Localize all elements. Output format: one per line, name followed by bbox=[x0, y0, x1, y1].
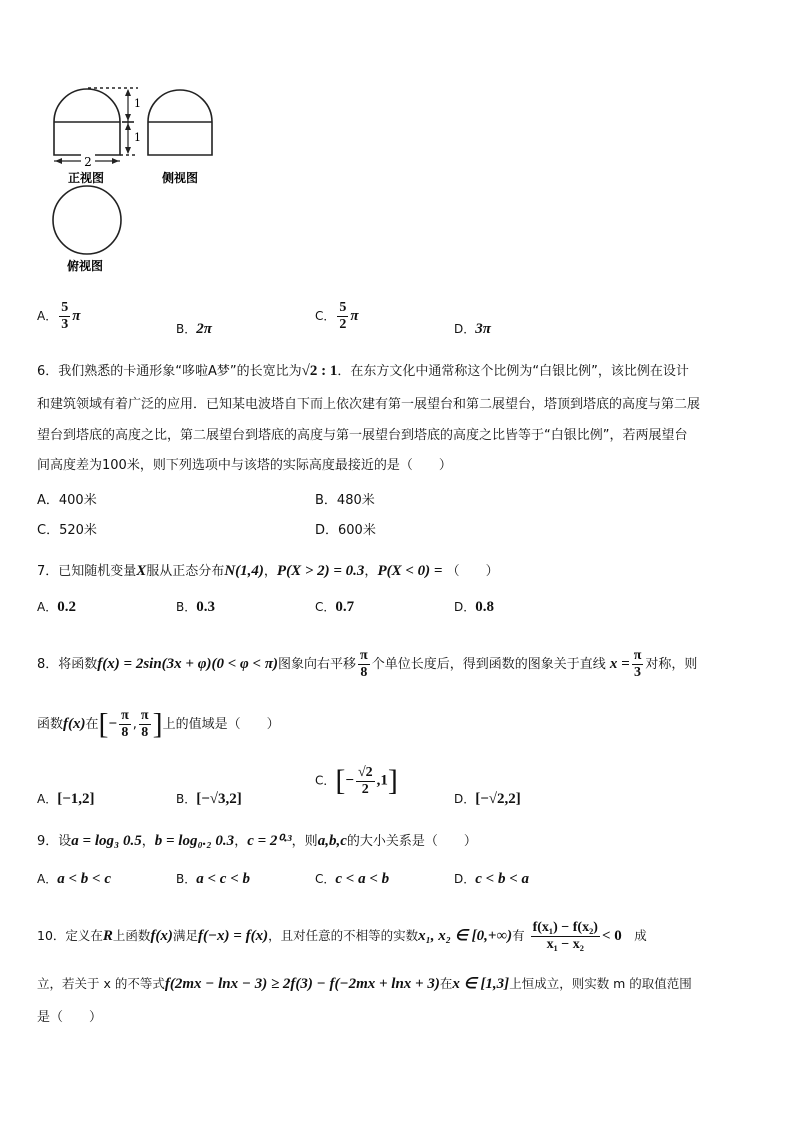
math: f(x) = 2sin(3x + φ)(0 < φ < π) bbox=[97, 656, 279, 672]
q6-option-b[interactable]: B．480米 bbox=[315, 493, 375, 508]
option-value: π bbox=[350, 308, 359, 324]
text: 立，若关于 x 的不等式 bbox=[37, 976, 165, 991]
option-letter: C． bbox=[315, 872, 336, 886]
q9-stem: 9．设a = log₃ 0.5，b = log₀.₂ 0.3，c = 2⁰·³，则a,b,c的大小关系是（ ） bbox=[37, 833, 477, 849]
frac-den: 8 bbox=[141, 725, 149, 740]
frac-num: 5 bbox=[339, 300, 347, 315]
option-letter: A． bbox=[37, 792, 58, 806]
frac-num: √2 bbox=[357, 764, 373, 780]
q7-option-c[interactable] bbox=[315, 598, 354, 616]
text: 有 bbox=[512, 928, 525, 943]
frac-den: 3 bbox=[634, 665, 642, 680]
q8-option-c[interactable]: C．[− $\frac{√2}{2}$ ,1] bbox=[315, 764, 398, 797]
option-value: [−1,2] bbox=[57, 791, 95, 807]
q8-line-2: 函数f(x)在[− $\frac{\pi}{8}$ , $\frac{\pi}{8}$ ]上的值域是（ ） bbox=[37, 707, 280, 741]
q6-line-4: 间高度差为100米，则下列选项中与该塔的实际高度最接近的是（ ） bbox=[37, 458, 452, 473]
text: 上的值域是（ ） bbox=[162, 717, 280, 732]
q6-line-1 bbox=[37, 362, 689, 381]
dim-height-top: 1 bbox=[134, 97, 141, 110]
math: x = bbox=[609, 656, 630, 672]
text: 对称，则 bbox=[645, 657, 698, 672]
q5-option-d[interactable] bbox=[454, 320, 491, 338]
text: 在 bbox=[439, 976, 453, 991]
option-value: 2π bbox=[196, 321, 212, 337]
math: x₁, x₂ ∈ [0,+∞) bbox=[418, 928, 513, 944]
frac-den: 2 bbox=[361, 781, 369, 797]
option-value: a < c < b bbox=[196, 871, 250, 887]
frac-den: 2 bbox=[339, 317, 347, 332]
q6-option-d[interactable]: D．600米 bbox=[315, 523, 376, 538]
frac-num: π bbox=[121, 708, 129, 723]
q5-option-c[interactable] bbox=[315, 300, 359, 333]
q8-option-a[interactable] bbox=[37, 790, 95, 808]
text: 上恒成立，则实数 m 的取值范围 bbox=[509, 976, 692, 991]
q7-stem: 7．已知随机变量X服从正态分布N(1,4)，P(X > 2) = 0.3，P(X < 0) = （ ） bbox=[37, 563, 499, 579]
math: R bbox=[102, 928, 113, 944]
option-value: [−√3,2] bbox=[196, 791, 242, 807]
option-letter: A． bbox=[37, 872, 58, 886]
option-letter: B． bbox=[176, 322, 197, 336]
option-value: 0.3 bbox=[196, 599, 215, 615]
side-view-label: 侧视图 bbox=[162, 171, 199, 185]
option-value: 0.2 bbox=[57, 599, 76, 615]
option-value: c < b < a bbox=[475, 871, 530, 887]
option-letter: D． bbox=[454, 792, 476, 806]
option-value: π bbox=[72, 308, 81, 324]
math: a,b,c bbox=[317, 833, 347, 849]
frac-num: π bbox=[633, 648, 642, 663]
option-value: [−√2,2] bbox=[475, 791, 521, 807]
frac-num: f(x₁) − f(x₂) bbox=[532, 920, 598, 935]
q6-option-c[interactable]: C．520米 bbox=[37, 523, 97, 538]
option-value: a < b < c bbox=[57, 871, 111, 887]
math: x ∈ [1,3] bbox=[452, 976, 510, 992]
option-value: ,1 bbox=[376, 772, 388, 789]
q9-option-d[interactable] bbox=[454, 870, 529, 888]
text: 个单位长度后，得到函数的图象关于直线 bbox=[371, 657, 606, 672]
q8-line-1 bbox=[37, 648, 697, 681]
option-value: 3π bbox=[475, 321, 491, 337]
frac-den: 8 bbox=[121, 725, 129, 740]
q7-option-d[interactable] bbox=[454, 598, 494, 616]
option-letter: D． bbox=[454, 872, 476, 886]
frac-den: 3 bbox=[61, 317, 69, 332]
math: f(2mx − lnx − 3) ≥ 2f(3) − f(−2mx + lnx + 3) bbox=[164, 976, 440, 992]
q10-line-2 bbox=[37, 975, 692, 993]
text: 图象向右平移 bbox=[278, 657, 357, 672]
frac-den: x₁ − x₂ bbox=[546, 937, 584, 952]
option-value: c < a < b bbox=[335, 871, 390, 887]
ratio: √2 : 1 bbox=[301, 363, 338, 379]
option-letter: D． bbox=[454, 322, 476, 336]
text: 成 bbox=[634, 928, 647, 943]
text: ，则 bbox=[291, 834, 318, 849]
math: a = log₃ 0.5 bbox=[71, 833, 142, 849]
text: 上函数 bbox=[112, 928, 151, 943]
q6-option-a[interactable]: A．400米 bbox=[37, 493, 97, 508]
text: （ ） bbox=[446, 564, 499, 579]
text: 服从正态分布 bbox=[146, 564, 225, 579]
option-letter: B． bbox=[176, 600, 197, 614]
option-letter: C． bbox=[315, 773, 336, 788]
math: P(X < 0) = bbox=[377, 563, 443, 579]
text: 在 bbox=[85, 717, 99, 732]
option-letter: A． bbox=[37, 600, 58, 614]
q5-option-b[interactable] bbox=[176, 320, 212, 338]
text: 10．定义在 bbox=[37, 928, 103, 943]
text: 7．已知随机变量 bbox=[37, 564, 137, 579]
text: 满足 bbox=[172, 928, 198, 943]
math: b = log₀.₂ 0.3 bbox=[154, 833, 235, 849]
text: 8．将函数 bbox=[37, 657, 98, 672]
dim-width: 2 bbox=[84, 155, 92, 169]
math: f(x) bbox=[63, 716, 86, 732]
math: < 0 bbox=[601, 928, 622, 944]
q9-option-b[interactable] bbox=[176, 870, 250, 888]
frac-den: 8 bbox=[360, 665, 368, 680]
front-view-label: 正视图 bbox=[68, 171, 105, 185]
q6-line-3: 望台到塔底的高度之比，第二展望台到塔底的高度与第一展望台到塔底的高度之比皆等于“白银比例”，若两展望台 bbox=[37, 428, 688, 443]
option-value: 0.8 bbox=[475, 599, 494, 615]
option-letter: C． bbox=[315, 600, 336, 614]
q10-line-3: 是（ ） bbox=[37, 1010, 103, 1025]
text: 6．我们熟悉的卡通形象“哆啦A梦”的长宽比为 bbox=[37, 364, 302, 379]
math: X bbox=[136, 563, 147, 579]
top-view-label: 俯视图 bbox=[67, 259, 104, 273]
q9-option-a[interactable] bbox=[37, 870, 111, 888]
math: N(1,4) bbox=[224, 563, 264, 579]
option-letter: A． bbox=[37, 309, 58, 323]
math: f(−x) = f(x) bbox=[197, 928, 269, 944]
option-letter: B． bbox=[176, 792, 197, 806]
q5-option-a[interactable] bbox=[37, 300, 80, 333]
q7-option-a[interactable] bbox=[37, 598, 76, 616]
math: P(X > 2) = 0.3 bbox=[276, 563, 365, 579]
dim-height-bottom: 1 bbox=[134, 131, 141, 144]
q8-option-b[interactable] bbox=[176, 790, 242, 808]
q9-option-c[interactable] bbox=[315, 870, 389, 888]
text: ，且对任意的不相等的实数 bbox=[268, 928, 419, 943]
math: c = 2⁰·³ bbox=[247, 833, 292, 849]
q7-option-b[interactable] bbox=[176, 598, 215, 616]
text: 函数 bbox=[37, 717, 64, 732]
option-value: 0.7 bbox=[335, 599, 355, 615]
q8-option-d[interactable] bbox=[454, 790, 521, 808]
frac-num: 5 bbox=[61, 300, 69, 315]
q10-line-1 bbox=[37, 920, 647, 953]
math: f(x) bbox=[150, 928, 173, 944]
option-letter: B． bbox=[176, 872, 197, 886]
option-letter: D． bbox=[454, 600, 476, 614]
option-letter: C． bbox=[315, 309, 336, 323]
text: ．在东方文化中通常称这个比例为“白银比例”，该比例在设计 bbox=[337, 364, 689, 379]
text: 的大小关系是（ ） bbox=[346, 834, 477, 849]
q6-line-2: 和建筑领域有着广泛的应用．已知某电波塔自下而上依次建有第一展望台和第二展望台，塔顶到塔底的高度与第二展 bbox=[37, 397, 701, 412]
three-view-figure bbox=[0, 0, 240, 280]
frac-num: π bbox=[140, 708, 149, 723]
frac-num: π bbox=[360, 648, 368, 663]
text: 9．设 bbox=[37, 834, 72, 849]
